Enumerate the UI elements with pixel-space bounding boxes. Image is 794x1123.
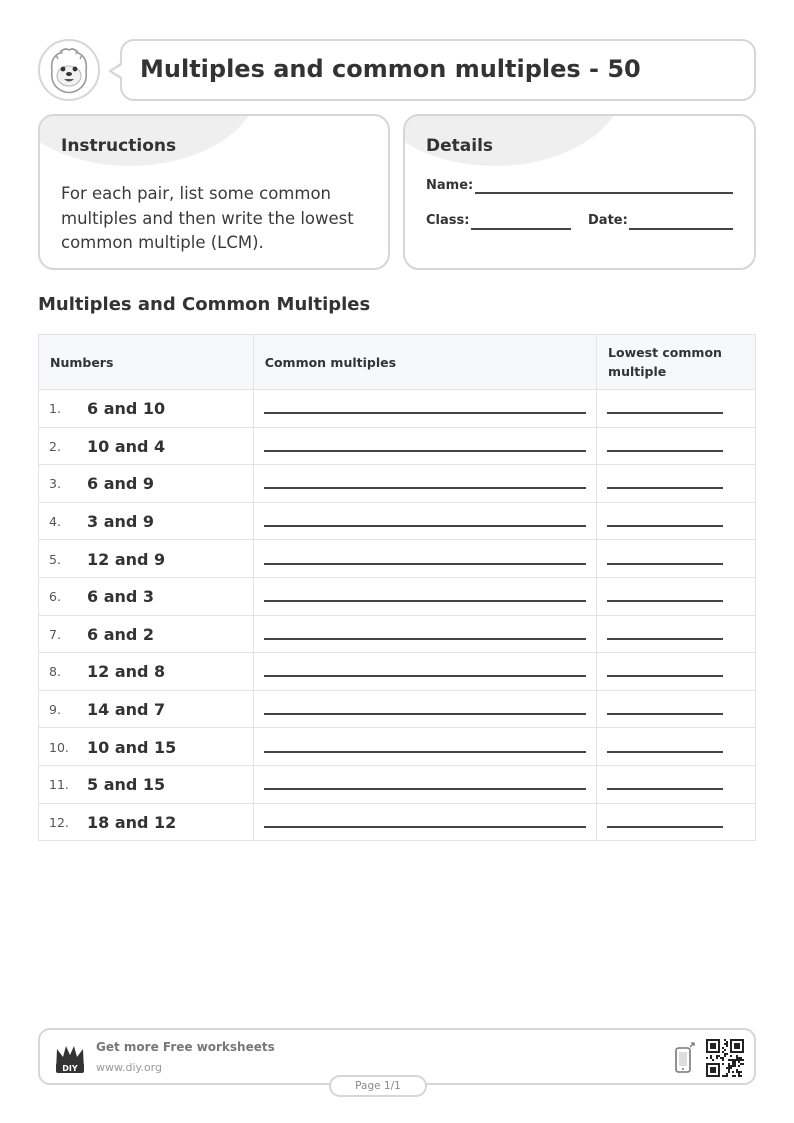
- lcm-answer-line[interactable]: [607, 713, 723, 715]
- row-index: 2.: [49, 438, 61, 454]
- table-row: [39, 502, 756, 540]
- numbers-cell: [39, 390, 254, 428]
- table-row: [39, 653, 756, 691]
- header-lcm-text: Lowest common multiple: [608, 345, 722, 379]
- table-row: [39, 390, 756, 428]
- number-pair: 18 and 12: [87, 812, 177, 832]
- number-pair: 6 and 3: [87, 587, 155, 607]
- common-multiples-answer-line[interactable]: [264, 487, 586, 489]
- lcm-answer-line[interactable]: [607, 600, 723, 602]
- row-index: 6.: [49, 589, 61, 605]
- number-pair: 5 and 15: [87, 775, 166, 795]
- common-multiples-cell: [253, 465, 596, 503]
- lcm-answer-line[interactable]: [607, 412, 723, 414]
- row-index: 8.: [49, 664, 61, 680]
- lcm-answer-line[interactable]: [607, 487, 723, 489]
- footer-promo-text: Get more Free worksheets: [96, 1040, 275, 1054]
- row-index: 10.: [49, 739, 69, 755]
- speech-bubble-tail-inner: [112, 65, 122, 77]
- common-multiples-cell: [253, 390, 596, 428]
- common-multiples-answer-line[interactable]: [264, 412, 586, 414]
- common-multiples-cell: [253, 540, 596, 578]
- page-title: Multiples and common multiples - 50: [140, 55, 641, 83]
- table-row: [39, 728, 756, 766]
- row-index: 11.: [49, 777, 69, 793]
- common-multiples-answer-line[interactable]: [264, 563, 586, 565]
- footer-url-link[interactable]: www.diy.org: [96, 1061, 162, 1074]
- header-common-multiples: Common multiples: [253, 335, 596, 390]
- lcm-cell: [597, 502, 756, 540]
- number-pair: 10 and 4: [87, 436, 166, 456]
- yeti-mascot-icon: [40, 41, 98, 99]
- numbers-cell: [39, 728, 254, 766]
- logo-text: DIY: [62, 1064, 78, 1073]
- table-row: [39, 577, 756, 615]
- row-index: 5.: [49, 551, 61, 567]
- number-pair: 6 and 9: [87, 474, 155, 494]
- table-row: [39, 615, 756, 653]
- lcm-cell: [597, 390, 756, 428]
- name-label: Name:: [426, 178, 474, 193]
- common-multiples-cell: [253, 577, 596, 615]
- number-pair: 12 and 9: [87, 549, 166, 569]
- lcm-cell: [597, 803, 756, 841]
- table-row: [39, 690, 756, 728]
- instructions-text: For each pair, list some common multiples and then write the lowest common multiple (LCM).: [61, 184, 354, 252]
- details-heading: Details: [426, 136, 494, 156]
- section-title: Multiples and Common Multiples: [38, 294, 371, 315]
- header-lcm: [597, 335, 756, 390]
- table-header-row: [39, 335, 756, 390]
- table-row: [39, 540, 756, 578]
- header-numbers: Numbers: [39, 335, 254, 390]
- numbers-cell: [39, 502, 254, 540]
- common-multiples-cell: [253, 653, 596, 691]
- table-body: [39, 390, 756, 841]
- common-multiples-cell: [253, 427, 596, 465]
- lcm-answer-line[interactable]: [607, 450, 723, 452]
- number-pair: 3 and 9: [87, 512, 155, 532]
- instructions-panel: [38, 114, 390, 270]
- lcm-cell: [597, 765, 756, 803]
- numbers-cell: [39, 765, 254, 803]
- numbers-cell: [39, 540, 254, 578]
- diy-crown-logo-icon: [53, 1041, 87, 1075]
- common-multiples-cell: [253, 690, 596, 728]
- common-multiples-cell: [253, 615, 596, 653]
- common-multiples-answer-line[interactable]: [264, 751, 586, 753]
- row-index: 4.: [49, 514, 61, 530]
- common-multiples-answer-line[interactable]: [264, 525, 586, 527]
- common-multiples-cell: [253, 803, 596, 841]
- common-multiples-answer-line[interactable]: [264, 788, 586, 790]
- lcm-cell: [597, 728, 756, 766]
- lcm-cell: [597, 577, 756, 615]
- class-label: Class:: [426, 213, 470, 228]
- row-index: 7.: [49, 626, 61, 642]
- details-panel: [403, 114, 756, 270]
- lcm-answer-line[interactable]: [607, 826, 723, 828]
- table-row: [39, 765, 756, 803]
- instructions-heading: Instructions: [61, 136, 177, 156]
- common-multiples-answer-line[interactable]: [264, 450, 586, 452]
- lcm-cell: [597, 427, 756, 465]
- page-indicator: Page 1/1: [329, 1075, 427, 1097]
- number-pair: 6 and 2: [87, 624, 155, 644]
- number-pair: 6 and 10: [87, 399, 166, 419]
- table-row: [39, 803, 756, 841]
- mascot-avatar: [38, 39, 100, 101]
- lcm-answer-line[interactable]: [607, 788, 723, 790]
- qr-code-icon[interactable]: [706, 1039, 744, 1077]
- worksheet-table: [38, 334, 756, 841]
- common-multiples-answer-line[interactable]: [264, 600, 586, 602]
- class-field[interactable]: [471, 228, 571, 230]
- lcm-answer-line[interactable]: [607, 675, 723, 677]
- title-bubble: [120, 39, 756, 101]
- name-field[interactable]: [475, 192, 733, 194]
- lcm-cell: [597, 465, 756, 503]
- common-multiples-answer-line[interactable]: [264, 826, 586, 828]
- row-index: 1.: [49, 401, 61, 417]
- lcm-cell: [597, 540, 756, 578]
- phone-scan-icon: [674, 1042, 696, 1074]
- common-multiples-cell: [253, 765, 596, 803]
- table-row: [39, 427, 756, 465]
- row-index: 9.: [49, 702, 61, 718]
- lcm-answer-line[interactable]: [607, 638, 723, 640]
- lcm-answer-line[interactable]: [607, 525, 723, 527]
- numbers-cell: [39, 427, 254, 465]
- lcm-answer-line[interactable]: [607, 751, 723, 753]
- numbers-cell: [39, 653, 254, 691]
- date-label: Date:: [588, 213, 628, 228]
- table-row: [39, 465, 756, 503]
- common-multiples-answer-line[interactable]: [264, 713, 586, 715]
- common-multiples-cell: [253, 502, 596, 540]
- numbers-cell: [39, 803, 254, 841]
- lcm-cell: [597, 615, 756, 653]
- numbers-cell: [39, 615, 254, 653]
- number-pair: 12 and 8: [87, 662, 166, 682]
- lcm-answer-line[interactable]: [607, 563, 723, 565]
- number-pair: 14 and 7: [87, 700, 166, 720]
- number-pair: 10 and 15: [87, 737, 177, 757]
- row-index: 12.: [49, 814, 69, 830]
- numbers-cell: [39, 577, 254, 615]
- numbers-cell: [39, 690, 254, 728]
- numbers-cell: [39, 465, 254, 503]
- lcm-cell: [597, 653, 756, 691]
- lcm-cell: [597, 690, 756, 728]
- common-multiples-answer-line[interactable]: [264, 638, 586, 640]
- date-field[interactable]: [629, 228, 733, 230]
- row-index: 3.: [49, 476, 61, 492]
- common-multiples-cell: [253, 728, 596, 766]
- common-multiples-answer-line[interactable]: [264, 675, 586, 677]
